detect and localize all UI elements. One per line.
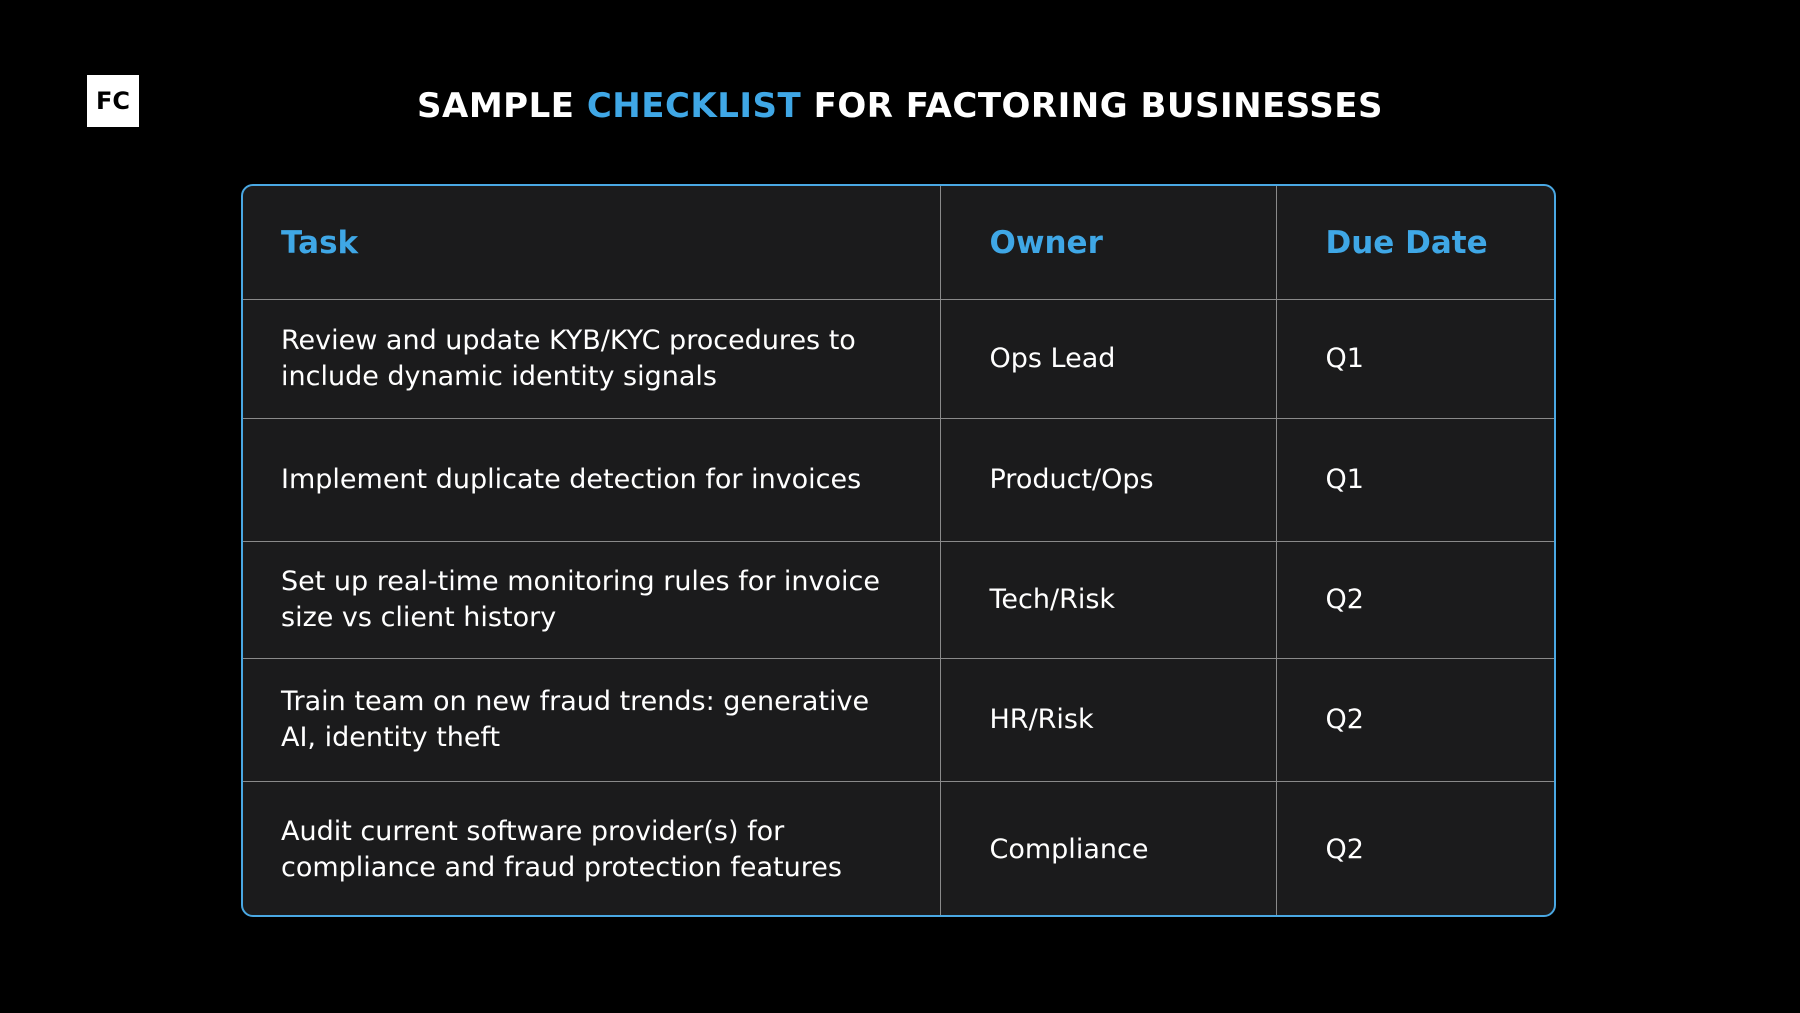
title-accent: CHECKLIST (586, 86, 802, 126)
table-row (243, 782, 1554, 918)
task-cell: Implement duplicate detection for invoices (243, 419, 940, 542)
due-date-cell: Q1 (1276, 300, 1554, 419)
table-row (243, 419, 1554, 542)
due-date-cell: Q2 (1276, 659, 1554, 782)
task-cell: Review and update KYB/KYC procedures to include dynamic identity signals (243, 300, 940, 419)
due-date-cell: Q2 (1276, 782, 1554, 918)
table-row (243, 300, 1554, 419)
task-cell: Audit current software provider(s) for compliance and fraud protection features (243, 782, 940, 918)
due-date-cell: Q1 (1276, 419, 1554, 542)
table-row (243, 542, 1554, 659)
due-date-cell: Q2 (1276, 542, 1554, 659)
task-cell: Train team on new fraud trends: generative AI, identity theft (243, 659, 940, 782)
table-header-row (243, 186, 1554, 300)
checklist-table-container (241, 184, 1556, 917)
title-part-1: SAMPLE (417, 86, 587, 126)
table-row (243, 659, 1554, 782)
page-title (0, 86, 1800, 126)
header-due-date: Due Date (1276, 186, 1554, 300)
owner-cell: Product/Ops (940, 419, 1276, 542)
fc-logo: FC (87, 75, 139, 127)
checklist-table (243, 186, 1554, 917)
title-part-2: FOR FACTORING BUSINESSES (801, 86, 1383, 126)
task-cell: Set up real-time monitoring rules for invoice size vs client history (243, 542, 940, 659)
owner-cell: HR/Risk (940, 659, 1276, 782)
header-owner: Owner (940, 186, 1276, 300)
owner-cell: Ops Lead (940, 300, 1276, 419)
owner-cell: Tech/Risk (940, 542, 1276, 659)
owner-cell: Compliance (940, 782, 1276, 918)
header-task: Task (243, 186, 940, 300)
